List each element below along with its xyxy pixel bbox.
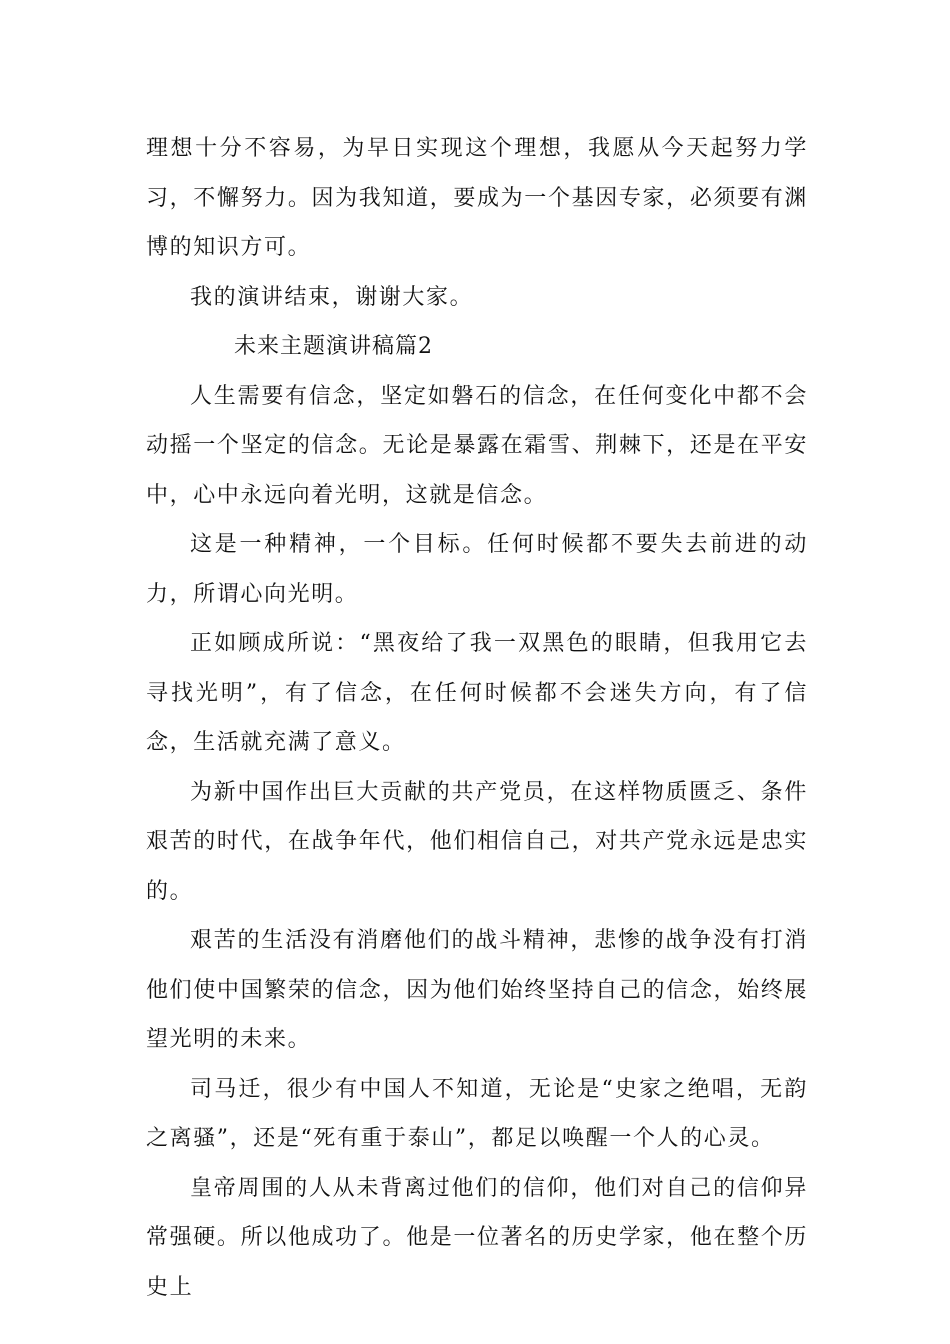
paragraph-continuation: 理想十分不容易，为早日实现这个理想，我愿从今天起努力学习，不懈努力。因为我知道，要成为一个基因专家，必须要有渊博的知识方可。 <box>146 136 808 260</box>
paragraph-closing: 我的演讲结束，谢谢大家。 <box>190 284 474 310</box>
section-heading: 未来主题演讲稿篇2 <box>234 334 433 359</box>
paragraph: 人生需要有信念，坚定如磐石的信念，在任何变化中都不会动摇一个坚定的信念。无论是暴露在霜雪、荆棘下，还是在平安中，心中永远向着光明，这就是信念。 <box>146 383 808 508</box>
document-body <box>146 124 808 1312</box>
paragraph: 正如顾成所说：“黑夜给了我一双黑色的眼睛，但我用它去寻找光明”，有了信念，在任何时候都不会迷失方向，有了信念，生活就充满了意义。 <box>146 631 808 755</box>
paragraph: 司马迁，很少有中国人不知道，无论是“史家之绝唱，无韵之离骚”，还是“死有重于泰山”，都足以唤醒一个人的心灵。 <box>146 1076 808 1151</box>
paragraph: 为新中国作出巨大贡献的共产党员，在这样物质匮乏、条件艰苦的时代，在战争年代，他们相信自己，对共产党永远是忠实的。 <box>146 779 808 904</box>
paragraph: 艰苦的生活没有消磨他们的战斗精神，悲惨的战争没有打消他们使中国繁荣的信念，因为他们始终坚持自己的信念，始终展望光明的未来。 <box>146 928 808 1052</box>
paragraph: 这是一种精神，一个目标。任何时候都不要失去前进的动力，所谓心向光明。 <box>146 532 808 607</box>
paragraph: 皇帝周围的人从未背离过他们的信仰，他们对自己的信仰异常强硬。所以他成功了。他是一位著名的历史学家，他在整个历史上 <box>146 1175 808 1300</box>
